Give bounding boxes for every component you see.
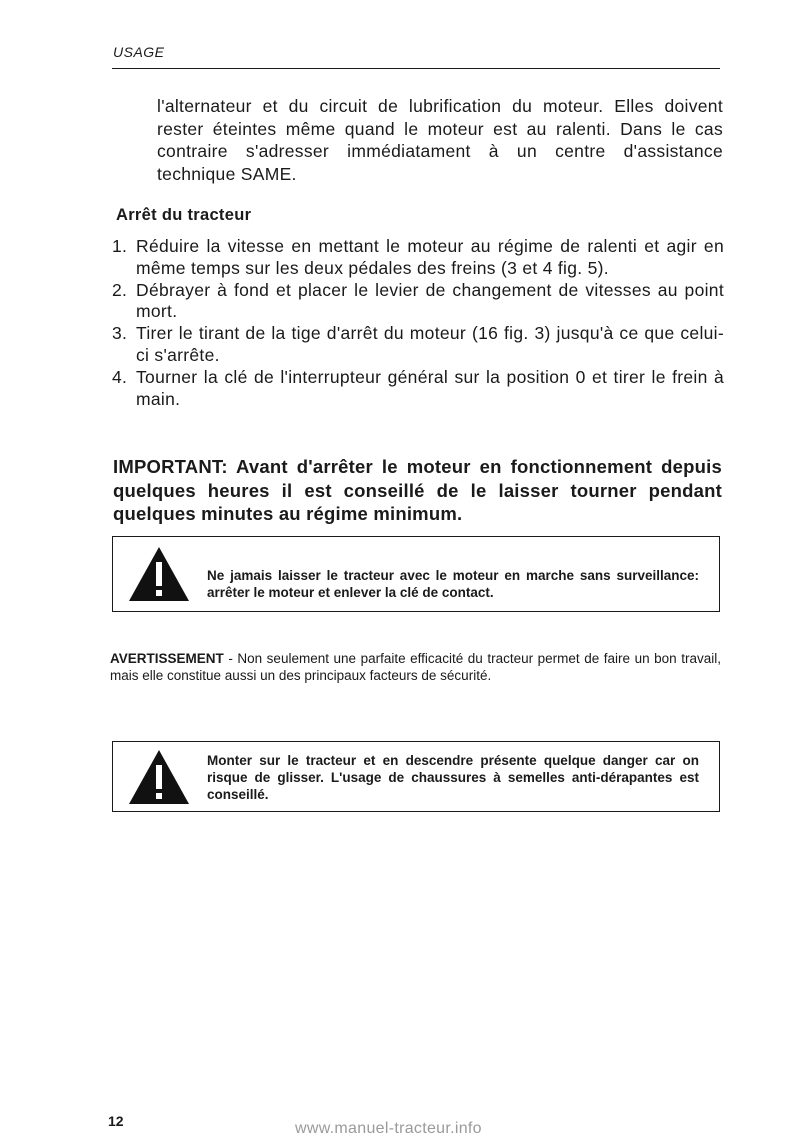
warning-triangle-icon — [127, 748, 191, 806]
step-text: Réduire la vitesse en mettant le moteur au régime de ralenti et agir en même temps sur les deux pédales des freins (3 et 4 fig. 5). — [136, 236, 724, 278]
warning-box-slipping — [112, 741, 720, 812]
intro-paragraph: l'alternateur et du circuit de lubrification du moteur. Elles doivent rester éteintes même quand le moteur est au ralenti. Dans le cas contraire s'adresser immédiatament à un centre d'assistance technique SAME. — [157, 96, 723, 184]
watermark-link[interactable]: www.manuel-tracteur.info — [295, 1120, 482, 1137]
list-item — [112, 323, 724, 367]
step-text: Tirer le tirant de la tige d'arrêt du moteur (16 fig. 3) jusqu'à ce que celui-ci s'arrête. — [136, 323, 724, 365]
step-number: 3. — [112, 323, 128, 344]
warning-box-unattended — [112, 536, 720, 612]
step-text: Débrayer à fond et placer le levier de changement de vitesses au point mort. — [136, 279, 724, 322]
avertissement-label: AVERTISSEMENT — [110, 651, 224, 666]
avertissement-paragraph — [110, 651, 721, 684]
step-number: 2. — [112, 279, 128, 300]
step-number: 1. — [112, 236, 128, 256]
list-item — [112, 280, 724, 324]
running-head: USAGE — [113, 44, 165, 60]
header-rule — [112, 68, 720, 69]
avertissement-text: - Non seulement une parfaite efficacité du tracteur permet de faire un bon travail, mais elle constitue aussi un des principaux facteurs de sécurité. — [110, 651, 721, 683]
warning-triangle-icon — [127, 545, 191, 603]
step-text: Tourner la clé de l'interrupteur général sur la position 0 et tirer le frein à main. — [136, 366, 724, 409]
steps-list — [112, 236, 724, 410]
list-item — [112, 367, 724, 411]
warning-text: Ne jamais laisser le tracteur avec le moteur en marche sans surveillance: arrêter le moteur et enlever la clé de contact. — [207, 568, 699, 600]
step-number: 4. — [112, 366, 128, 387]
page-number: 12 — [108, 1113, 124, 1129]
list-item — [112, 236, 724, 280]
warning-text: Monter sur le tracteur et en descendre présente quelque danger car on risque de glisser. L'usage de chaussures à semelles anti-dérapantes est conseillé. — [207, 753, 699, 802]
important-note: IMPORTANT: Avant d'arrêter le moteur en fonctionnement depuis quelques heures il est conseillé de le laisser tourner pendant quelques minutes au régime minimum. — [113, 456, 722, 524]
section-title: Arrêt du tracteur — [116, 206, 252, 224]
